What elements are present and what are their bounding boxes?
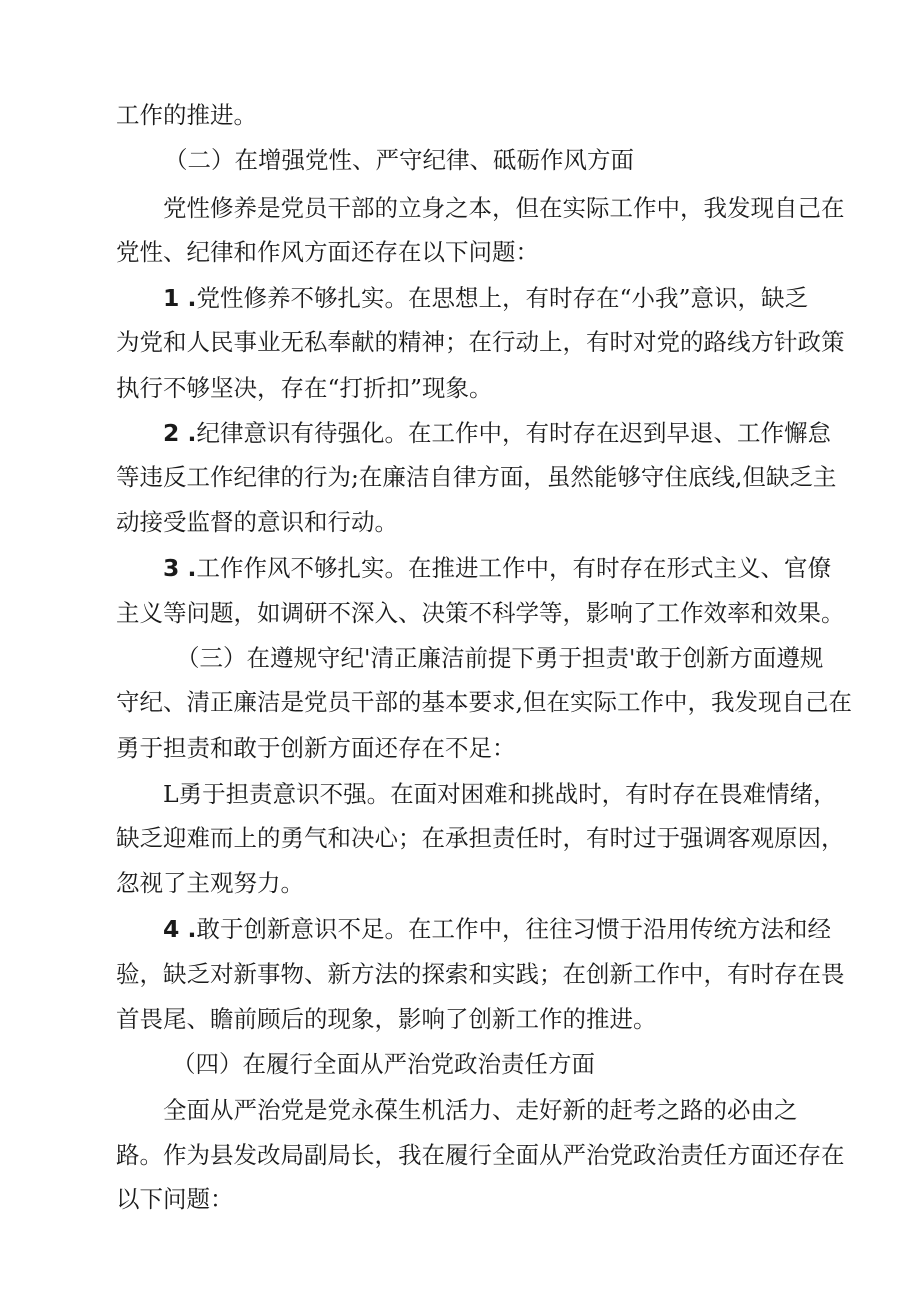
list-item-text: 党性修养不够扎实。在思想上，有时存在“小我”意识，缺乏 — [196, 284, 808, 312]
section-heading: （三）在遵规守纪'清正廉洁前提下勇于担责'敢于创新方面遵规 — [176, 644, 824, 672]
section-heading: （四）在履行全面从严治党政治责任方面 — [172, 1050, 595, 1078]
list-item-text: 勇于担责意识不强。在面对困难和挑战时，有时存在畏难情绪， — [178, 780, 837, 808]
list-item-line — [0, 276, 920, 320]
list-item-text: 敢于创新意识不足。在工作中，往往习惯于沿用传统方法和经 — [196, 915, 831, 943]
text-line: 验，缺乏对新事物、新方法的探索和实践；在创新工作中，有时存在畏 — [116, 960, 845, 988]
list-item-line — [0, 546, 920, 590]
text-line: 主义等问题，如调研不深入、决策不科学等，影响了工作效率和效果。 — [116, 599, 845, 627]
text-line: 勇于担责和敢于创新方面还存在不足： — [116, 734, 516, 762]
list-item-line — [0, 772, 920, 816]
text-line: 为党和人民事业无私奉献的精神；在行动上，有时对党的路线方针政策 — [116, 328, 845, 356]
text-line: 首畏尾、瞻前顾后的现象，影响了创新工作的推进。 — [116, 1005, 657, 1033]
text-line: 以下问题： — [116, 1185, 234, 1213]
list-item-text: 纪律意识有待强化。在工作中，有时存在迟到早退、工作懈怠 — [196, 419, 831, 447]
text-line: 守纪、清正廉洁是党员干部的基本要求,但在实际工作中，我发现自己在 — [116, 688, 852, 716]
list-marker: 2 . — [163, 419, 197, 447]
text-line: 缺乏迎难而上的勇气和决心；在承担责任时，有时过于强调客观原因， — [116, 824, 845, 852]
list-item-line — [0, 907, 920, 951]
text-line: 全面从严治党是党永葆生机活力、走好新的赶考之路的必由之 — [163, 1096, 798, 1124]
text-line: 路。作为县发改局副局长，我在履行全面从严治党政治责任方面还存在 — [116, 1141, 845, 1169]
text-line: 执行不够坚决，存在“打折扣”现象。 — [116, 374, 493, 402]
text-line: 工作的推进。 — [116, 101, 257, 129]
list-marker: 4 . — [163, 915, 197, 943]
list-marker: 3 . — [163, 554, 197, 582]
text-line: 党性修养是党员干部的立身之本，但在实际工作中，我发现自己在 — [163, 194, 845, 222]
list-marker: L — [163, 780, 179, 808]
section-heading: （二）在增强党性、严守纪律、砥砺作风方面 — [164, 146, 634, 174]
list-item-text: 工作作风不够扎实。在推进工作中，有时存在形式主义、官僚 — [196, 554, 831, 582]
text-line: 党性、纪律和作风方面还存在以下问题： — [116, 238, 539, 266]
list-item-line — [0, 411, 920, 455]
list-marker: 1 . — [163, 284, 197, 312]
text-line: 忽视了主观努力。 — [116, 869, 304, 897]
text-line: 动接受监督的意识和行动。 — [116, 508, 398, 536]
text-line: 等违反工作纪律的行为;在廉洁自律方面，虽然能够守住底线,但缺乏主 — [116, 463, 837, 491]
